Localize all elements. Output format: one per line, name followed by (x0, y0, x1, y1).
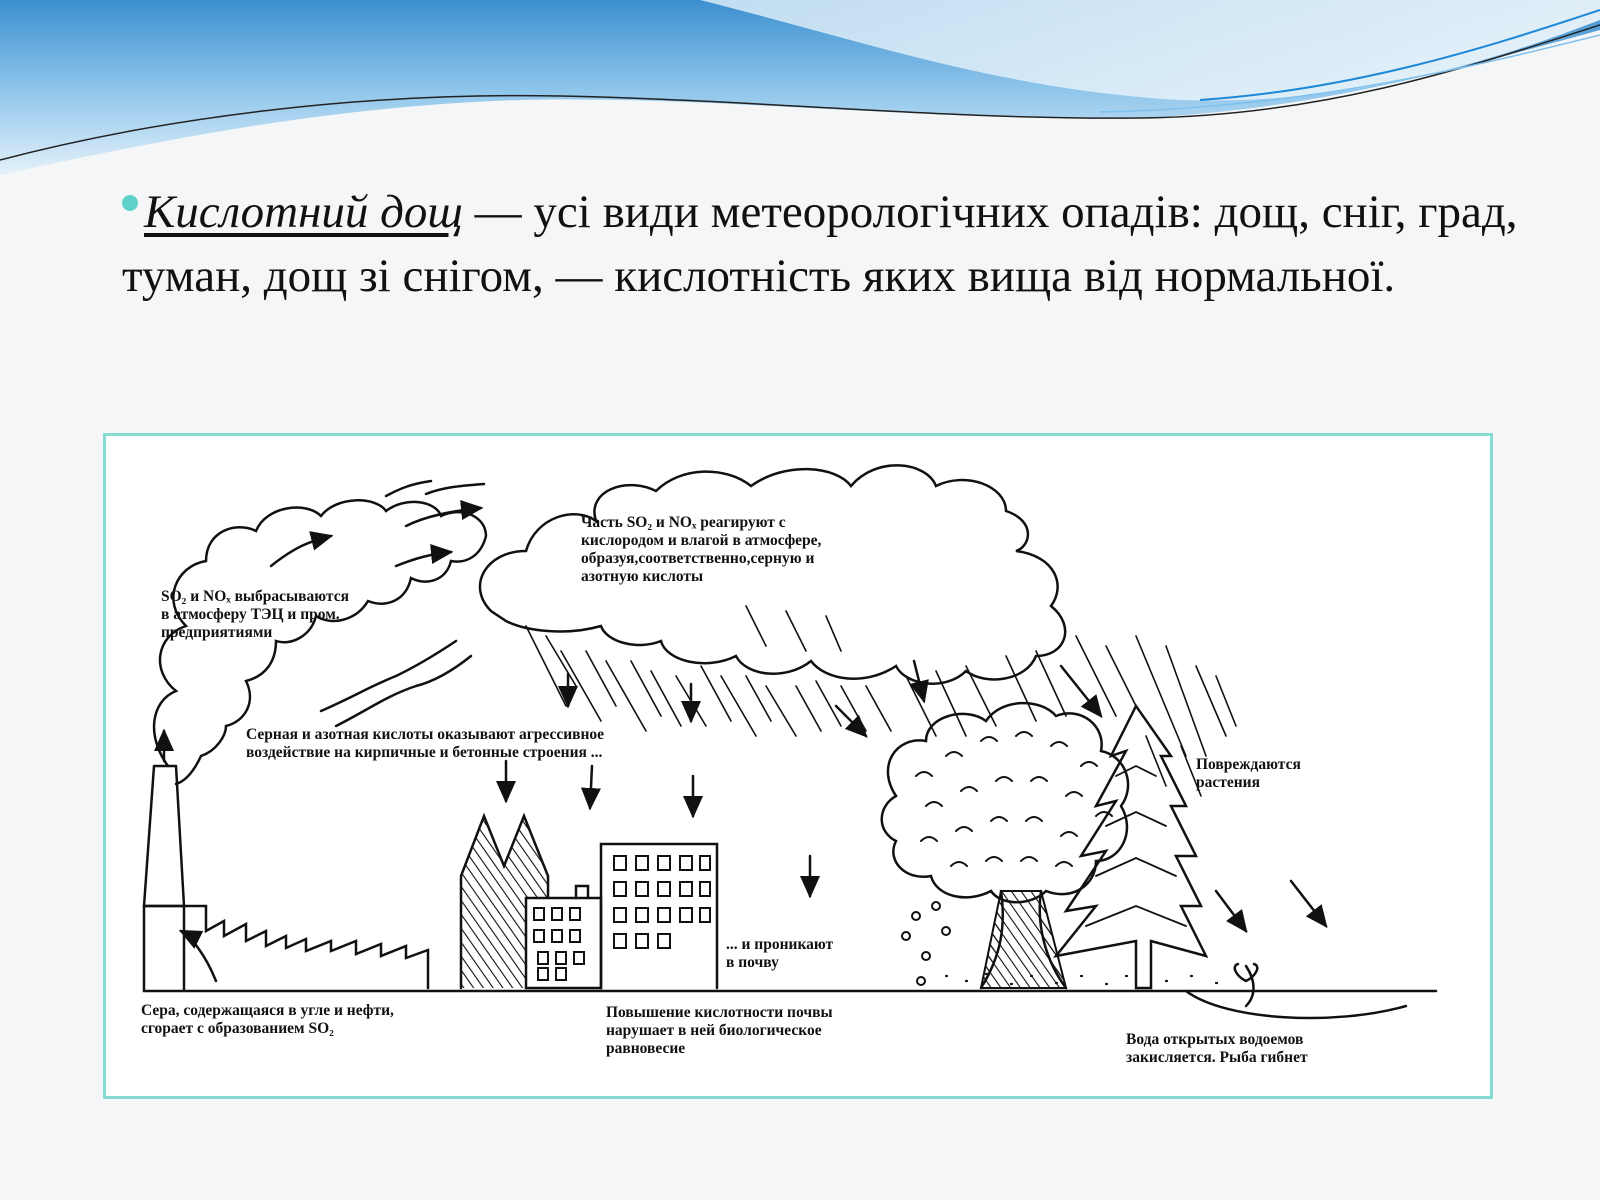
definition-text: — усі види метеорологічних опадів: дощ, сніг, град, туман, дощ зі снігом, — кислотність яких вища від нормальної. (122, 186, 1518, 302)
label-soil-penetration: ... и проникают в почву (726, 936, 834, 971)
bullet-icon (122, 195, 138, 211)
definition-term: Кислотний дощ (144, 186, 463, 238)
fish (1235, 964, 1258, 1006)
label-emission: SO₂ и NOₓ выбрасываются в атмосферу ТЭЦ и пром. предприятиями (161, 588, 349, 641)
definition-paragraph (122, 180, 1522, 308)
label-sulfur: Сера, содержащаяся в угле и нефти, сгорает с образованием SO₂ (141, 1002, 394, 1037)
label-soil-acidity: Повышение кислотности почвы нарушает в ней биологическое равновесие (606, 1004, 833, 1057)
acid-rain-diagram (103, 433, 1493, 1099)
label-water: Вода открытых водоемов закисляется. Рыба гибнет (1126, 1031, 1308, 1066)
rain (526, 606, 1236, 796)
pond (1186, 991, 1406, 1018)
label-buildings: Серная и азотная кислоты оказывают агрессивное воздействие на кирпичные и бетонные строения ... (246, 726, 605, 761)
chimney (144, 766, 184, 906)
header-wave-decoration (0, 0, 1600, 190)
label-cloud-reaction: Часть SO₂ и NOₓ реагируют с кислородом и влагой в атмосфере, образуя,соответственно,серную и азотную кислоты (581, 514, 822, 585)
label-plants: Повреждаются растения (1196, 756, 1301, 791)
factory-roof (144, 906, 428, 988)
